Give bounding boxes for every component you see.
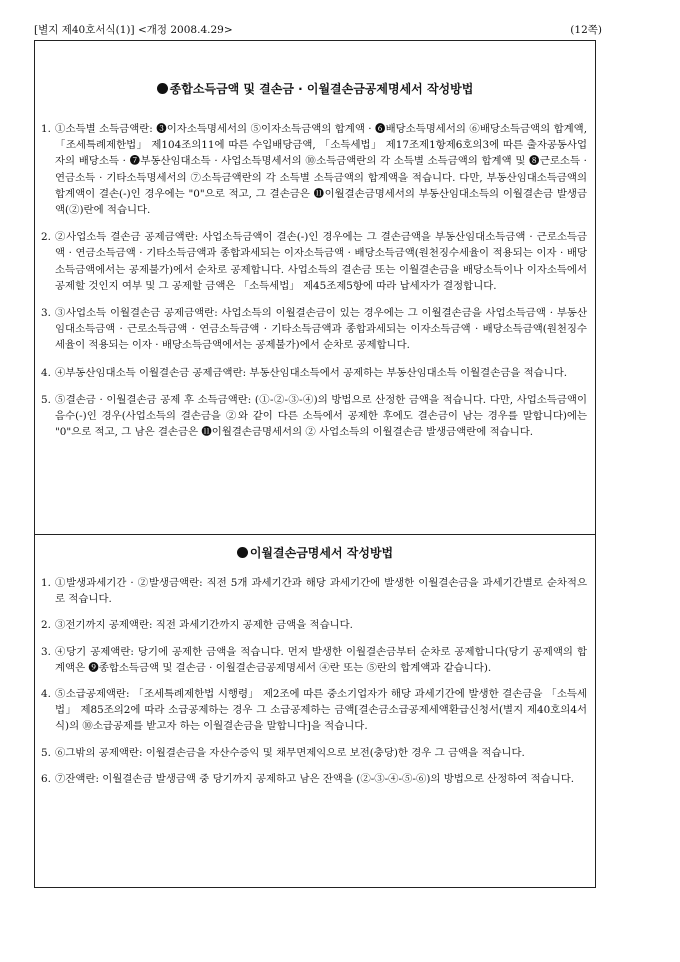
list-item: [35, 392, 595, 441]
circle-numeral-9-icon: [157, 83, 168, 94]
item-number: 4.: [41, 688, 51, 701]
item-number: 5.: [41, 746, 51, 759]
list-item: [35, 745, 595, 761]
item-number: 2.: [41, 231, 51, 244]
carryforward-instruction-list: [35, 575, 595, 797]
item-text: ④부동산임대소득 이월결손금 공제금액란: 부동산임대소득에서 공제하는 부동산임대소득 이월결손금을 적습니다.: [55, 366, 568, 379]
page-label: (12쪽): [570, 24, 602, 36]
income-section: [35, 41, 595, 535]
list-item: [35, 686, 595, 735]
list-item: [35, 644, 595, 676]
form-header: [34, 22, 602, 38]
item-text: ③사업소득 이월결손금 공제금액란: 사업소득의 이월결손금이 있는 경우에는 그 이월결손금을 사업소득금액 · 부동산임대소득금액 · 근로소득금액 · 연금소득금액 · 기타소득금액과 종합과세되는 이자소득금액 · 배당소득금액(원천징수세율이 적용되는 이자 · 배당소득금액에서는 공제불가)에서 순차로 공제합니다.: [55, 307, 587, 352]
item-text: ①소득별 소득금액란: ❸이자소득명세서의 ⑤이자소득금액의 합계액 · ❻배당소득명세서의 ⑥배당소득금액의 합계액, 「조세특례제한법」 제104조의11에 따른 수입배당금액, 「소득세법」 제17조제1항제6호의3에 따른 출자공동사업자의 배당소득 · ❼부동산임대소득 · 사업소득명세서의 ⑩소득금액란의 각 소득별 소득금액의 합계액 및 ❽근로소득 · 연금소득 · 기타소득명세서의 ⑦소득금액란의 각 소득별 소득금액의 합계액을 적습니다. 다만, 부동산임대소득금액의 합계액이 결손(-)인 경우에는 "0"으로 적고, 그 결손금은 ⓫이월결손금명세서의 부동산임대소득의 이월결손금 발생금액(②)란에 적습니다.: [55, 123, 587, 217]
item-number: 1.: [41, 577, 51, 589]
form-label: [별지 제40호서식(1)] <개정 2008.4.29>: [34, 24, 233, 36]
list-item: [35, 771, 595, 787]
circle-numeral-11-icon: [237, 547, 248, 558]
income-section-title: [35, 81, 595, 97]
list-item: [35, 365, 595, 381]
item-text: ③전기까지 공제액란: 직전 과세기간까지 공제한 금액을 적습니다.: [55, 619, 353, 632]
item-number: 4.: [41, 366, 51, 379]
item-text: ⑥그밖의 공제액란: 이월결손금을 자산수증익 및 채무면제익으로 보전(충당)한 경우 그 금액을 적습니다.: [55, 746, 525, 759]
instructions-frame: [34, 40, 596, 888]
item-number: 6.: [41, 772, 51, 785]
item-number: 5.: [41, 393, 51, 406]
item-text: ⑤소급공제액란: 「조세특례제한법 시행령」 제2조에 따른 중소기업자가 해당 과세기간에 발생한 결손금을 「소득세법」 제85조의2에 따라 소급공제하는 경우 그 소급공제하는 금액[결손금소급공제세액환급신청서(별지 제40호의4서식)의 ⑩소급공제를 받고자 하는 이월결손금을 말합니다]을 적습니다.: [55, 688, 587, 733]
list-item: [35, 617, 595, 633]
list-item: [35, 121, 595, 218]
item-number: 1.: [41, 123, 51, 135]
income-section-title-text: 종합소득금액 및 결손금 · 이월결손금공제명세서 작성방법: [169, 82, 474, 96]
carryforward-section: [35, 535, 595, 887]
item-number: 2.: [41, 619, 51, 632]
carryforward-section-title-text: 이월결손금명세서 작성방법: [249, 546, 394, 560]
item-number: 3.: [41, 307, 51, 320]
item-text: ②사업소득 결손금 공제금액란: 사업소득금액이 결손(-)인 경우에는 그 결손금액을 부동산임대소득금액 · 근로소득금액 · 연금소득금액 · 기타소득금액과 종합과세되는 이자소득금액 · 배당소득금액(원천징수세율이 적용되는 이자 · 배당소득금액에서는 공제불가)에서 순차로 공제합니다. 사업소득의 결손금 또는 이월결손금을 배당소득이나 이자소득에서 공제할 것인지 여부 및 그 공제할 금액은 「소득세법」 제45조제5항에 따라 납세자가 결정합니다.: [55, 231, 587, 292]
item-text: ⑤결손금 · 이월결손금 공제 후 소득금액란: (①-②-③-④)의 방법으로 산정한 금액을 적습니다. 다만, 사업소득금액이 음수(-)인 경우(사업소득의 결손금을 ②와 같이 다른 소득에서 공제한 후에도 결손금이 남는 경우를 말합니다)에는 "0"으로 적고, 그 남은 결손금은 ⓫이월결손금명세서의 ② 사업소득의 이월결손금 발생금액란에 적습니다.: [55, 393, 587, 439]
item-text: ①발생과세기간 · ②발생금액란: 직전 5개 과세기간과 해당 과세기간에 발생한 이월결손금을 과세기간별로 순차적으로 적습니다.: [55, 577, 587, 606]
income-instruction-list: [35, 121, 595, 451]
carryforward-section-title: [35, 545, 595, 561]
item-number: 3.: [41, 645, 51, 658]
item-text: ④당기 공제액란: 당기에 공제한 금액을 적습니다. 먼저 발생한 이월결손금부터 순차로 공제합니다(당기 공제액의 합계액은 ❾종합소득금액 및 결손금 · 이월결손금공제명세서 ④란 또는 ⑤란의 합계액과 같습니다).: [55, 645, 587, 674]
list-item: [35, 229, 595, 294]
list-item: [35, 575, 595, 607]
item-text: ⑦잔액란: 이월결손금 발생금액 중 당기까지 공제하고 남은 잔액을 (②-③-④-⑤-⑥)의 방법으로 산정하여 적습니다.: [55, 772, 575, 785]
list-item: [35, 305, 595, 354]
